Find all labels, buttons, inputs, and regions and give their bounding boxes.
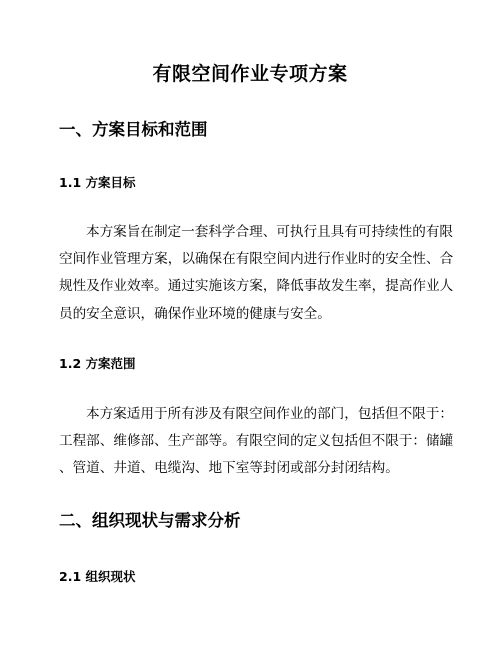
paragraph-line: 空间作业管理方案，以确保在有限空间内进行作业时的安全性、合 — [59, 251, 454, 268]
paragraph-line: 工程部、维修部、生产部等。有限空间的定义包括但不限于：储罐 — [59, 433, 454, 450]
subsection-1-2-paragraph — [59, 401, 454, 483]
paragraph-line: 员的安全意识，确保作业环境的健康与安全。 — [59, 305, 331, 322]
paragraph-line: 本方案旨在制定一套科学合理、可执行且具有可持续性的有限 — [86, 224, 454, 240]
document-title: 有限空间作业专项方案 — [152, 63, 348, 85]
section-1-heading: 一、方案目标和范围 — [59, 120, 208, 139]
paragraph-line: 、管道、井道、电缆沟、地下室等封闭或部分封闭结构。 — [59, 460, 399, 477]
subsection-1-2-heading: 1.2 方案范围 — [59, 356, 136, 371]
section-2-heading: 二、组织现状与需求分析 — [59, 511, 241, 530]
subsection-2-1-heading: 2.1 组织现状 — [59, 569, 136, 584]
paragraph-line: 本方案适用于所有涉及有限空间作业的部门，包括但不限于： — [86, 406, 454, 422]
subsection-1-1-paragraph — [59, 219, 454, 328]
subsection-1-1-heading: 1.1 方案目标 — [59, 175, 136, 190]
paragraph-line: 规性及作业效率。通过实施该方案，降低事故发生率，提高作业人 — [59, 278, 454, 295]
